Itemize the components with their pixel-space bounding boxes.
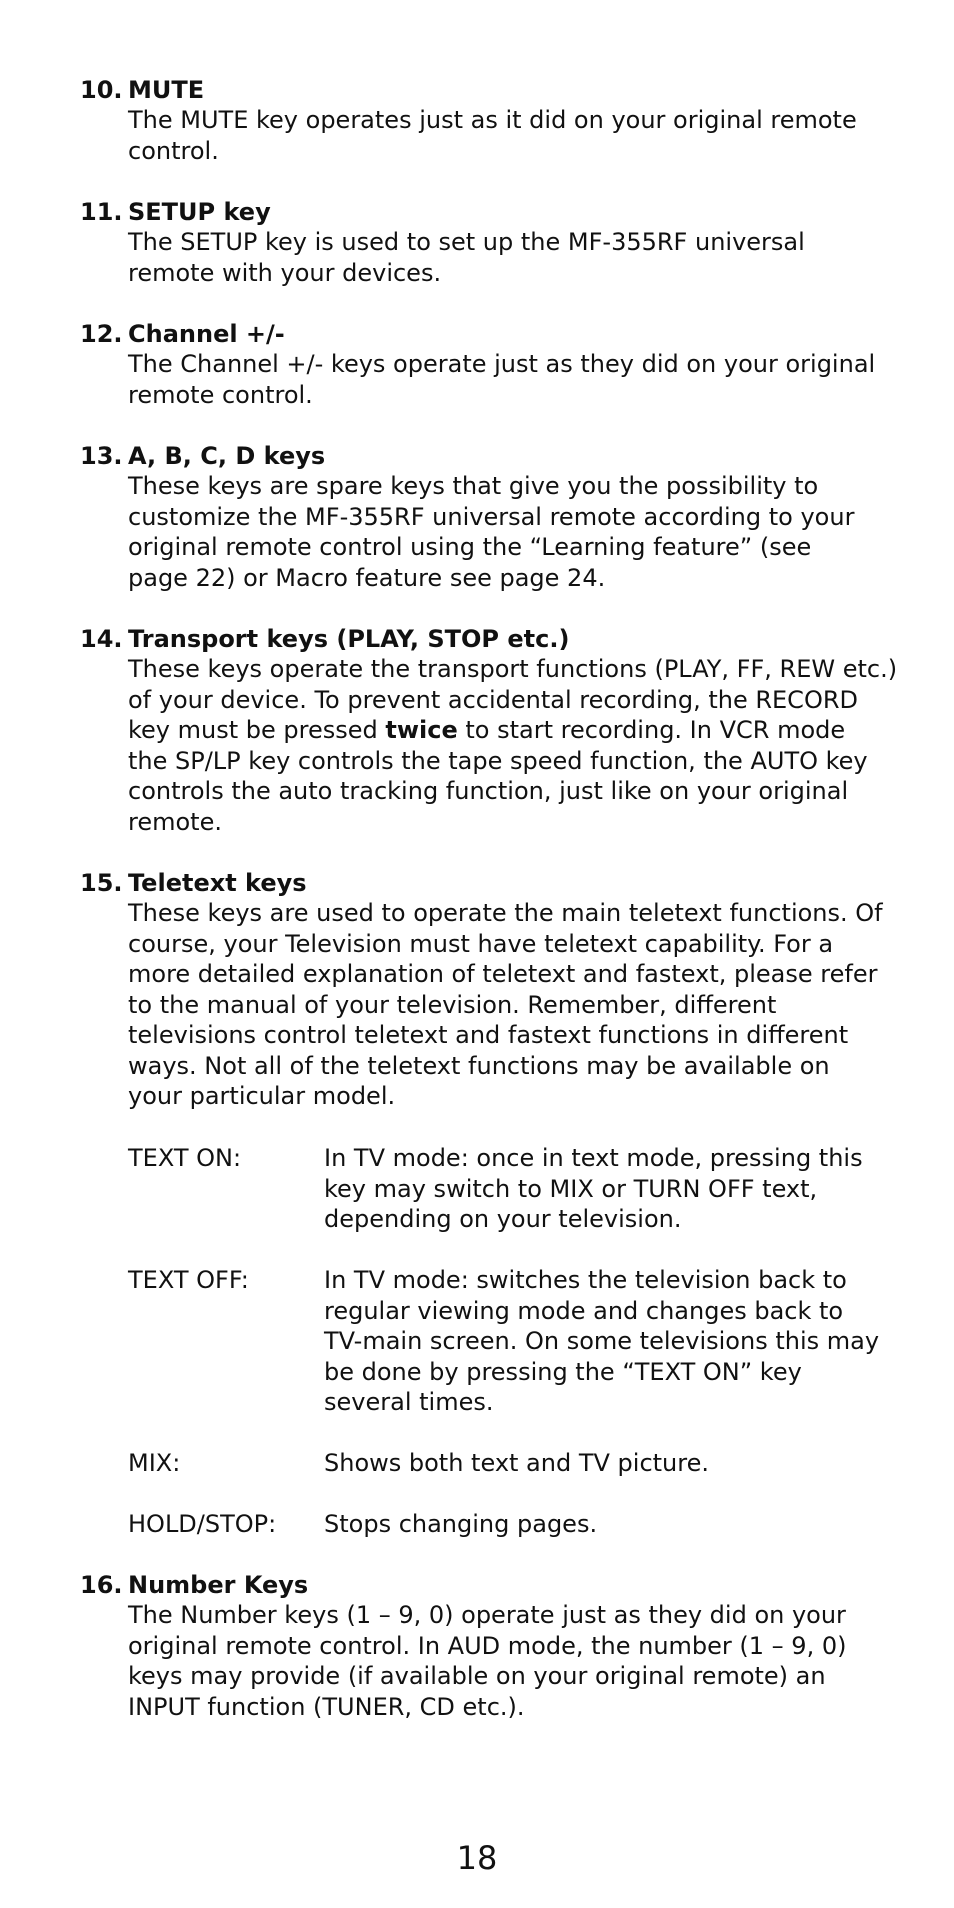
text-line: remote control. [128, 380, 313, 409]
section-title: Number Keys [128, 1571, 309, 1599]
text-line: These keys are used to operate the main teletext functions. Of [128, 899, 883, 927]
section-setup-key [80, 197, 900, 288]
text-line: Shows both text and TV picture. [324, 1449, 709, 1477]
section-number: 13. [80, 442, 123, 470]
section-channel [80, 319, 900, 410]
text-line: page 22) or Macro feature see page 24. [128, 563, 606, 592]
text-line: Stops changing pages. [324, 1510, 598, 1538]
text-line: regular viewing mode and changes back to [324, 1296, 844, 1325]
text-line: INPUT function (TUNER, CD etc.). [128, 1692, 525, 1721]
text-line: the SP/LP key controls the tape speed function, the AUTO key [128, 746, 868, 775]
def-term: MIX: [128, 1449, 181, 1477]
text-line: remote. [128, 807, 222, 836]
def-description [324, 1143, 884, 1235]
section-body [128, 227, 900, 288]
section-number: 15. [80, 869, 123, 897]
text-line [128, 715, 900, 746]
section-mute [80, 75, 900, 166]
section-body [128, 1600, 900, 1722]
text-line: ways. Not all of the teletext functions may be available on [128, 1051, 830, 1080]
emphasis-twice: twice [385, 716, 458, 744]
section-title: Transport keys (PLAY, STOP etc.) [128, 625, 570, 653]
section-heading [80, 197, 900, 227]
text-line: be done by pressing the “TEXT ON” key [324, 1357, 802, 1386]
text-line: customize the MF-355RF universal remote according to your [128, 502, 855, 531]
text-line: These keys operate the transport functions (PLAY, FF, REW etc.) [128, 655, 898, 683]
text-line: The Number keys (1 – 9, 0) operate just as they did on your [128, 1601, 846, 1629]
section-title: MUTE [128, 76, 205, 104]
section-abcd-keys [80, 441, 900, 593]
text-fragment: key must be pressed [128, 716, 386, 744]
section-transport-keys [80, 624, 900, 837]
section-number: 12. [80, 320, 123, 348]
text-line: televisions control teletext and fastext functions in different [128, 1021, 849, 1049]
text-line: course, your Television must have teletext capability. For a [128, 929, 834, 958]
def-description [324, 1509, 884, 1540]
section-heading [80, 75, 900, 105]
text-line: control. [128, 136, 219, 165]
def-term: TEXT ON: [128, 1144, 242, 1172]
section-body [128, 654, 900, 837]
text-line: more detailed explanation of teletext and fastext, please refer [128, 960, 878, 988]
section-number: 11. [80, 198, 123, 226]
section-heading [80, 319, 900, 349]
section-number: 14. [80, 625, 123, 653]
section-heading [80, 441, 900, 471]
def-term: HOLD/STOP: [128, 1510, 277, 1538]
def-description [324, 1448, 884, 1479]
text-line: remote with your devices. [128, 258, 442, 287]
section-number-keys [80, 1570, 900, 1722]
page-number: 18 [456, 1839, 498, 1877]
text-line: to the manual of your television. Remember, different [128, 990, 777, 1019]
section-title: Teletext keys [128, 869, 307, 897]
section-heading [80, 868, 900, 898]
text-line: In TV mode: switches the television back to [324, 1266, 847, 1294]
text-line: The Channel +/- keys operate just as they did on your original [128, 350, 876, 378]
text-line: of your device. To prevent accidental recording, the RECORD [128, 685, 858, 714]
teletext-def-mix [128, 1448, 898, 1479]
text-line: your particular model. [128, 1082, 396, 1110]
section-title: A, B, C, D keys [128, 442, 326, 470]
section-heading [80, 1570, 900, 1600]
section-body [128, 471, 900, 593]
text-line: depending on your television. [324, 1205, 682, 1233]
text-line: original remote control using the “Learning feature” (see [128, 533, 812, 561]
section-heading [80, 624, 900, 654]
section-title: Channel +/- [128, 320, 285, 348]
text-line: In TV mode: once in text mode, pressing this [324, 1144, 863, 1172]
section-body [128, 898, 900, 1112]
text-line: keys may provide (if available on your original remote) an [128, 1662, 826, 1690]
text-line: TV-main screen. On some televisions this may [324, 1327, 880, 1355]
def-description [324, 1265, 884, 1418]
teletext-def-text-off [128, 1265, 898, 1418]
section-number: 16. [80, 1571, 123, 1599]
text-line: The SETUP key is used to set up the MF-355RF universal [128, 228, 805, 256]
text-line: key may switch to MIX or TURN OFF text, [324, 1174, 818, 1203]
section-teletext-keys [80, 868, 900, 1112]
section-body [128, 349, 900, 410]
text-line: The MUTE key operates just as it did on your original remote [128, 106, 857, 134]
teletext-def-text-on [128, 1143, 898, 1235]
text-line: original remote control. In AUD mode, the number (1 – 9, 0) [128, 1631, 847, 1660]
section-body [128, 105, 900, 166]
def-term: TEXT OFF: [128, 1266, 249, 1294]
teletext-def-hold-stop [128, 1509, 898, 1540]
section-number: 10. [80, 76, 123, 104]
text-line: several times. [324, 1388, 494, 1416]
text-line: These keys are spare keys that give you the possibility to [128, 472, 819, 500]
text-fragment: to start recording. In VCR mode [457, 716, 846, 744]
text-line: controls the auto tracking function, just like on your original [128, 777, 849, 805]
section-title: SETUP key [128, 198, 271, 226]
